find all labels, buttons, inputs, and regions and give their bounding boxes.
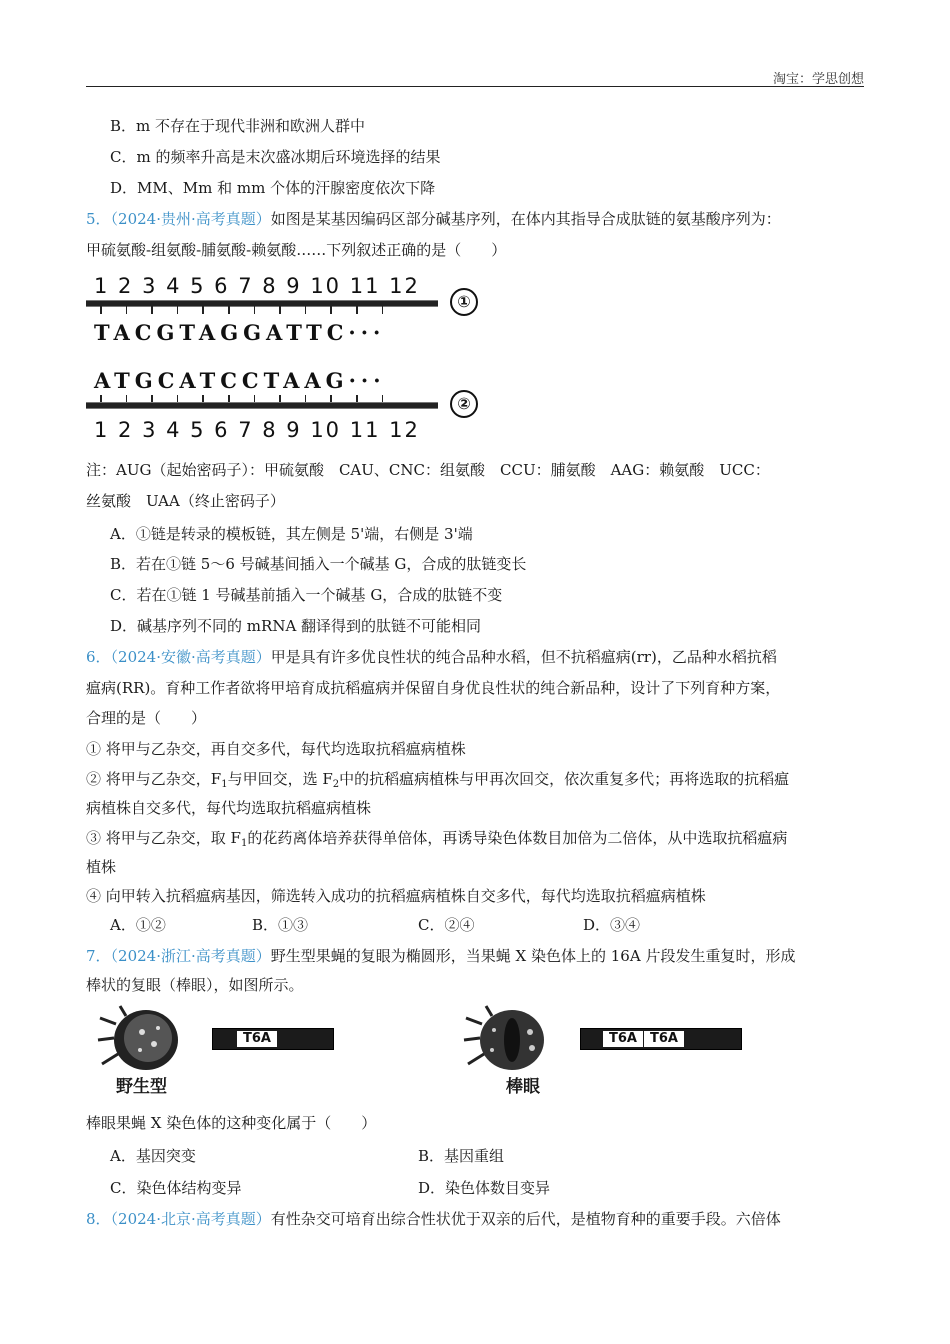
q4-option-b: B．m 不存在于现代非洲和欧洲人群中 — [110, 117, 366, 135]
strand-tick — [228, 306, 230, 314]
q8-stem: 有性杂交可培育出综合性状优于双亲的后代，是植物育种的重要手段。六倍体 — [270, 1210, 781, 1228]
q6-scheme-3-line2: 植株 — [86, 858, 117, 876]
strand2-base-numbers: 1 2 3 4 5 6 7 8 9 10 11 12 — [94, 418, 420, 442]
q6-scheme-2-line1 — [86, 768, 789, 790]
q5-option-c: C．若在①链 1 号碱基前插入一个碱基 G，合成的肽链不变 — [110, 586, 503, 604]
q6-scheme-2-sub1: 1 — [221, 779, 228, 790]
q6-number: 6． — [86, 648, 111, 666]
q5-number: 5． — [86, 210, 111, 228]
strand-tick — [254, 306, 256, 314]
strand-tick — [151, 306, 153, 314]
wild-type-chromosome — [212, 1028, 334, 1050]
strand2-bases: ATGCATCCTAAG··· — [94, 368, 386, 393]
strand1-backbone — [86, 300, 438, 307]
strand1-bases: TACGTAGGATTC··· — [94, 320, 386, 345]
q7-option-c: C．染色体结构变异 — [110, 1179, 242, 1197]
q6-scheme-3-line1 — [86, 827, 787, 849]
strand-tick — [356, 306, 358, 314]
q5-stem: 如图是某基因编码区部分碱基序列，在体内其指导合成肽链的氨基酸序列为： — [270, 210, 781, 228]
q5-note-line1: 注：AUG（起始密码子）：甲硫氨酸 CAU、CNC：组氨酸 CCU：脯氨酸 AAG：赖氨酸 UCC： — [86, 461, 770, 479]
strand-tick — [330, 306, 332, 314]
q6-source: （2024·安徽·高考真题） — [110, 648, 271, 666]
bar-eye-label: 棒眼 — [506, 1077, 540, 1097]
strand-tick — [177, 306, 179, 314]
header-source: 淘宝：学思创想 — [772, 72, 864, 87]
q6-scheme-2-part1: ② 将甲与乙杂交，F — [86, 770, 222, 788]
bar-eye-illustration — [462, 1004, 552, 1074]
strand1-label: ① — [450, 288, 478, 316]
segment-16a-copy-2: T6A — [644, 1031, 684, 1047]
strand-tick — [382, 306, 384, 314]
bar-eye-chromosome — [580, 1028, 742, 1050]
q6-option-d: D．③④ — [583, 916, 641, 934]
q4-option-d: D．MM、Mm 和 mm 个体的汗腺密度依次下降 — [110, 179, 436, 197]
strand2-label: ② — [450, 390, 478, 418]
strand-tick — [100, 306, 102, 314]
q6-scheme-2-part3: 中的抗稻瘟病植株与甲再次回交，依次重复多代；再将选取的抗稻瘟 — [339, 770, 790, 788]
strand-tick — [202, 306, 204, 314]
q7-stem-line2: 棒状的复眼（棒眼），如图所示。 — [86, 976, 304, 994]
q6-scheme-3-part1: ③ 将甲与乙杂交，取 F — [86, 829, 241, 847]
q6-scheme-3-part2: 的花药离体培养获得单倍体，再诱导染色体数目加倍为二倍体，从中选取抗稻瘟病 — [247, 829, 788, 847]
strand1-base-numbers: 1 2 3 4 5 6 7 8 9 10 11 12 — [94, 274, 420, 298]
q7-option-d: D．染色体数目变异 — [418, 1179, 551, 1197]
q8-number: 8． — [86, 1210, 111, 1228]
q6-stem: 甲是具有许多优良性状的纯合品种水稻，但不抗稻瘟病(rr)，乙品种水稻抗稻 — [270, 648, 777, 666]
q6-option-a: A．①② — [110, 916, 166, 934]
segment-16a-copy-1: T6A — [603, 1031, 643, 1047]
q6-scheme-1: ① 将甲与乙杂交，再自交多代，每代均选取抗稻瘟病植株 — [86, 740, 466, 758]
q6-scheme-2-sub2: 2 — [332, 779, 340, 790]
q7-source: （2024·浙江·高考真题） — [110, 947, 271, 965]
q5-option-d: D．碱基序列不同的 mRNA 翻译得到的肽链不可能相同 — [110, 617, 482, 635]
strand-tick — [305, 306, 307, 314]
strand-tick — [126, 306, 128, 314]
q7-number: 7． — [86, 947, 111, 965]
q7-stem: 野生型果蝇的复眼为椭圆形，当果蝇 X 染色体上的 16A 片段发生重复时，形成 — [270, 947, 796, 965]
dna-sequence-figure — [86, 272, 486, 444]
q6-scheme-3-sub1: 1 — [240, 838, 248, 849]
q6-stem-line2: 瘟病(RR)。育种工作者欲将甲培育成抗稻瘟病并保留自身优良性状的纯合新品种，设计了下列育种方案， — [86, 679, 781, 697]
q6-option-c: C．②④ — [418, 916, 475, 934]
q5-stem-line2: 甲硫氨酸-组氨酸-脯氨酸-赖氨酸……下列叙述正确的是（ ） — [86, 241, 507, 259]
wild-type-label: 野生型 — [116, 1077, 167, 1097]
q5-note-line2: 丝氨酸 UAA（终止密码子） — [86, 492, 285, 510]
q6-stem-line1 — [86, 646, 777, 667]
q7-option-b: B．基因重组 — [418, 1147, 505, 1165]
q7-stem-line1 — [86, 945, 795, 966]
segment-16a: T6A — [237, 1031, 277, 1047]
q5-option-a: A．①链是转录的模板链，其左侧是 5'端，右侧是 3'端 — [110, 525, 473, 543]
q5-source: （2024·贵州·高考真题） — [110, 210, 271, 228]
q8-stem-line1 — [86, 1208, 781, 1229]
strand-tick — [279, 306, 281, 314]
q6-stem-line3: 合理的是（ ） — [86, 709, 207, 727]
header-rule — [86, 86, 864, 87]
q4-option-c: C．m 的频率升高是末次盛冰期后环境选择的结果 — [110, 148, 441, 166]
q6-scheme-2-line2: 病植株自交多代，每代均选取抗稻瘟病植株 — [86, 799, 372, 817]
q5-stem-line1 — [86, 208, 781, 229]
q7-option-a: A．基因突变 — [110, 1147, 196, 1165]
q7-question: 棒眼果蝇 X 染色体的这种变化属于（ ） — [86, 1114, 377, 1132]
q6-option-b: B．①③ — [252, 916, 309, 934]
q8-source: （2024·北京·高考真题） — [110, 1210, 271, 1228]
q6-scheme-2-part2: 与甲回交，选 F — [227, 770, 333, 788]
wild-type-eye-illustration — [96, 1004, 186, 1074]
q5-option-b: B．若在①链 5～6 号碱基间插入一个碱基 G，合成的肽链变长 — [110, 555, 527, 573]
q6-scheme-4: ④ 向甲转入抗稻瘟病基因，筛选转入成功的抗稻瘟病植株自交多代，每代均选取抗稻瘟病植株 — [86, 887, 706, 905]
strand2-backbone — [86, 402, 438, 409]
